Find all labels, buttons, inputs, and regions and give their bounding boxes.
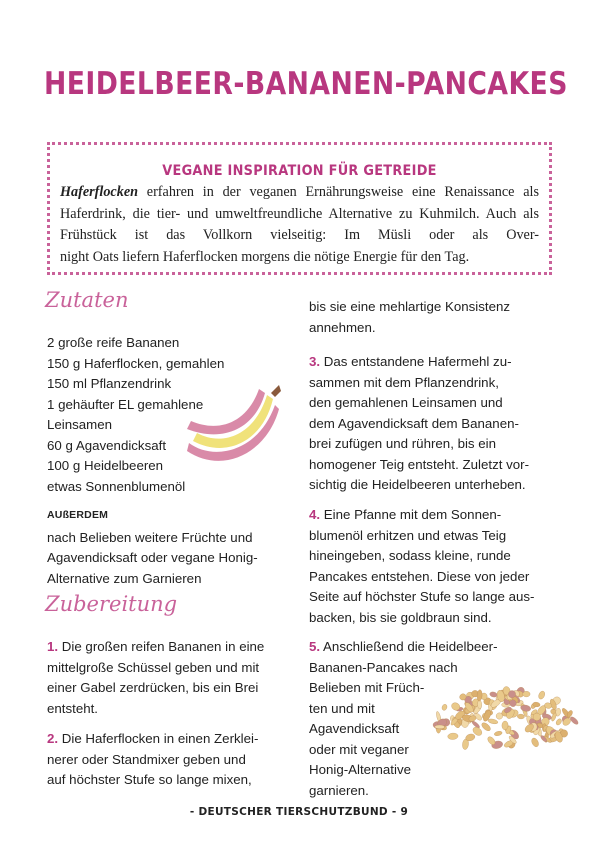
step-text: sichtig die Heidelbeeren unterheben. <box>309 477 526 492</box>
step-text: bis sie eine mehlartige Konsistenz <box>309 299 511 314</box>
step-number: 2. <box>47 731 59 746</box>
info-box-lead: Haferflocken <box>60 184 139 200</box>
step-text: Anschließend die Heidelbeer- <box>320 639 498 654</box>
page-footer: - DEUTSCHER TIERSCHUTZBUND - 9 <box>189 806 409 818</box>
extras-line: nach Belieben weitere Früchte und <box>47 529 253 545</box>
step-text: Das entstandene Hafermehl zu- <box>320 354 512 369</box>
extras-label: AUßERDEM <box>47 509 109 521</box>
ingredient-item: 100 g Heidelbeeren <box>47 458 164 473</box>
step-text: Seite auf höchster Stufe so lange aus- <box>309 589 535 604</box>
step-text: sammen mit dem Pflanzendrink, <box>309 374 499 390</box>
oat-flake <box>555 718 563 726</box>
step-text: nerer oder Standmixer geben und <box>47 751 246 767</box>
ingredient-item: 150 g Haferflocken, gemahlen <box>47 355 225 371</box>
info-box <box>47 142 552 275</box>
step-text: ten und mit <box>309 700 375 716</box>
step-3 <box>309 352 559 496</box>
step-number: 1. <box>47 639 59 654</box>
ingredient-item: Leinsamen <box>47 417 113 432</box>
step-4 <box>309 505 559 628</box>
extras-line: Agavendicksaft oder vegane Honig- <box>47 550 258 565</box>
step-text: einer Gabel zerdrücken, bis ein Brei <box>47 680 259 695</box>
ingredients-heading: Zutaten <box>45 288 129 312</box>
step-text: garnieren. <box>309 782 369 798</box>
extras-line: Alternative zum Garnieren <box>47 570 202 586</box>
step-text: den gemahlenen Leinsamen und <box>309 395 503 410</box>
oat-flake <box>537 690 546 700</box>
step-text: backen, bis sie goldbraun sind. <box>309 609 492 625</box>
step-text: homogener Teig entsteht. Zuletzt vor- <box>309 456 530 472</box>
info-box-body-1: erfahren in der veganen Ernährungsweise eine Renaissance als Haferdrink, die tier- und umweltfreundliche Alternative zu Kuhmilch. Auch als Frühstück ist das Vollkorn vielseitig: Im Müsli oder als Over- <box>60 184 539 243</box>
info-box-body-2: night Oats liefern Haferflocken morgens die nötige Energie für den Tag. <box>60 248 470 265</box>
step-2 <box>47 729 292 791</box>
info-box-text <box>60 182 539 268</box>
oat-flake <box>477 700 481 709</box>
step-2-continued <box>309 297 559 338</box>
step-text: entsteht. <box>47 700 99 716</box>
oat-flake <box>477 690 483 702</box>
ingredient-item: 60 g Agavendicksaft <box>47 437 167 453</box>
banana-stem <box>271 385 281 397</box>
step-number: 5. <box>309 639 321 654</box>
extras-block <box>47 505 287 589</box>
ingredient-item: 2 große reife Bananen <box>47 335 180 350</box>
preparation-heading: Zubereitung <box>45 592 178 616</box>
oat-flake <box>520 704 531 712</box>
step-number: 3. <box>309 354 321 369</box>
step-text: Eine Pfanne mit dem Sonnen- <box>320 507 502 522</box>
step-text: Agavendicksaft <box>309 721 400 736</box>
oat-flake <box>517 714 525 719</box>
ingredient-item: etwas Sonnenblumenöl <box>47 478 186 494</box>
oat-flakes-illustration <box>430 660 580 755</box>
oat-flake <box>441 704 448 712</box>
info-box-heading: VEGANE INSPIRATION FÜR GETREIDE <box>162 163 437 179</box>
oat-flake <box>502 721 509 730</box>
step-text: blumenöl erhitzen und etwas Teig <box>309 527 507 543</box>
step-text: annehmen. <box>309 319 376 335</box>
ingredient-item: 150 ml Pflanzendrink <box>47 376 172 391</box>
step-text: dem Agavendicksaft dem Bananen- <box>309 415 519 431</box>
step-text: Die Haferflocken in einen Zerklei- <box>58 731 259 746</box>
step-text: hineingeben, sodass kleine, runde <box>309 548 511 563</box>
page-title: HEIDELBEER-BANANEN-PANCAKES <box>44 66 568 102</box>
step-text: brei zufügen und rühren, bis ein <box>309 436 497 451</box>
step-text: Bananen-Pancakes nach <box>309 659 458 675</box>
step-text: Pancakes entstehen. Diese von jeder <box>309 568 530 584</box>
oat-flake <box>447 733 458 740</box>
step-1 <box>47 637 292 719</box>
oat-flake <box>435 725 445 729</box>
oat-flake <box>523 691 531 697</box>
step-text: Die großen reifen Bananen in eine <box>58 639 265 654</box>
step-text: Honig-Alternative <box>309 762 411 777</box>
oat-flake <box>530 737 540 748</box>
step-text: oder mit veganer <box>309 741 409 757</box>
step-text: mittelgroße Schüssel geben und mit <box>47 659 260 675</box>
step-number: 4. <box>309 507 321 522</box>
step-text: Belieben mit Früch- <box>309 680 425 695</box>
oat-flake <box>487 718 498 725</box>
oat-flake <box>494 730 503 736</box>
banana-illustration <box>183 383 283 473</box>
step-text: auf höchster Stufe so lange mixen, <box>47 772 252 787</box>
ingredient-item: 1 gehäufter EL gemahlene <box>47 396 204 412</box>
